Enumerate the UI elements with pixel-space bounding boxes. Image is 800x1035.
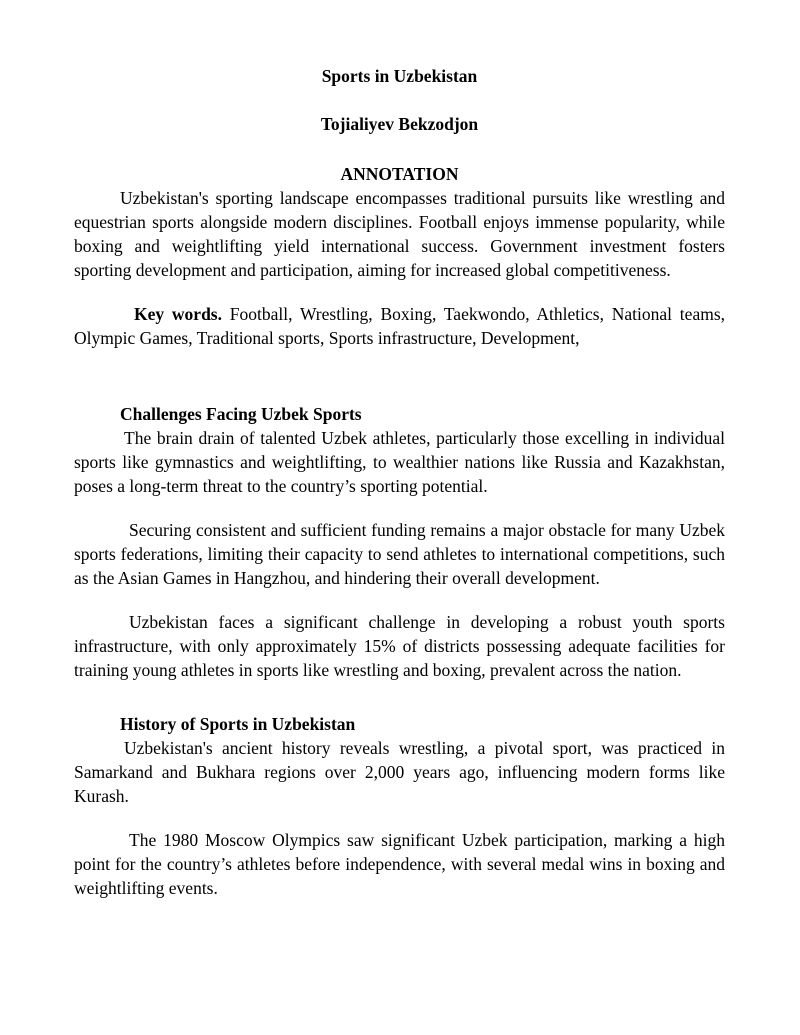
keywords-list: Football, Wrestling, Boxing, Taekwondo, Athletics, National teams, Olympic Games, Traditional sports, Sports infrastructure, Development, bbox=[74, 304, 726, 348]
section-heading-history: History of Sports in Uzbekistan bbox=[120, 714, 356, 734]
keywords-paragraph bbox=[74, 302, 725, 350]
annotation-paragraph: Uzbekistan's sporting landscape encompasses traditional pursuits like wrestling and equestrian sports alongside modern disciplines. Football enjoys immense popularity, while boxing and weightlifting yield international success. Government investment fosters sporting development and participation, aiming for increased global competitiveness. bbox=[74, 188, 725, 280]
body-paragraph: The brain drain of talented Uzbek athletes, particularly those excelling in individual sports like gymnastics and weightlifting, to wealthier nations like Russia and Kazakhstan, poses a long-term threat to the country’s sporting potential. bbox=[74, 428, 725, 496]
keywords-label: Key words. bbox=[134, 304, 222, 324]
body-paragraph: Securing consistent and sufficient funding remains a major obstacle for many Uzbek sports federations, limiting their capacity to send athletes to international competitions, such as the Asian Games in Hangzhou, and hindering their overall development. bbox=[74, 520, 725, 588]
document-title: Sports in Uzbekistan bbox=[321, 66, 478, 86]
body-paragraph: Uzbekistan faces a significant challenge in developing a robust youth sports infrastructure, with only approximately 15% of districts possessing adequate facilities for training young athletes in sports like wrestling and boxing, prevalent across the nation. bbox=[74, 612, 725, 680]
annotation-heading: ANNOTATION bbox=[340, 164, 459, 184]
body-paragraph: Uzbekistan's ancient history reveals wrestling, a pivotal sport, was practiced in Samarkand and Bukhara regions over 2,000 years ago, influencing modern forms like Kurash. bbox=[74, 738, 725, 806]
document-page bbox=[74, 64, 725, 900]
author-name: Tojialiyev Bekzodjon bbox=[320, 114, 479, 134]
body-paragraph: The 1980 Moscow Olympics saw significant Uzbek participation, marking a high point for the country’s athletes before independence, with several medal wins in boxing and weightlifting events. bbox=[74, 830, 725, 898]
section-heading-challenges: Challenges Facing Uzbek Sports bbox=[120, 404, 362, 424]
